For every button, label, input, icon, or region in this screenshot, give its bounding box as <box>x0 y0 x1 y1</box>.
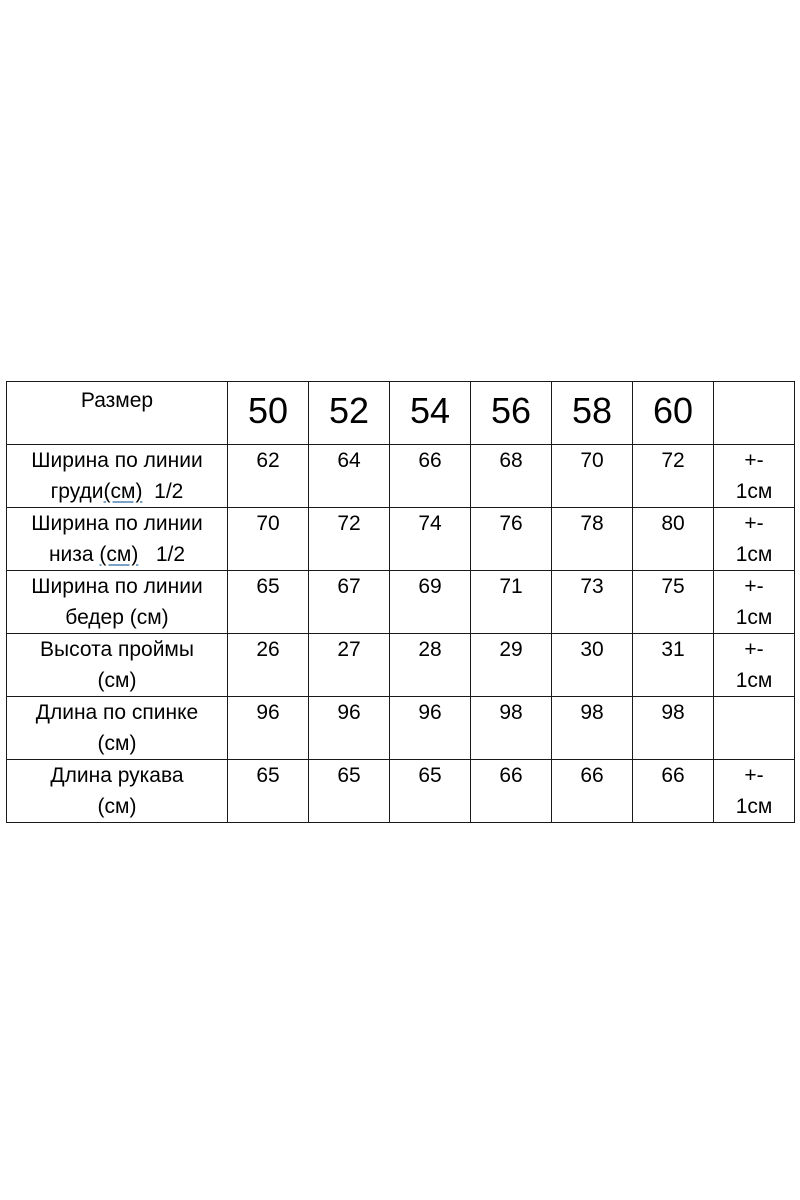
table-cell: 73 <box>552 571 633 634</box>
table-cell: 76 <box>471 508 552 571</box>
row-label: Длина рукава (см) <box>7 760 228 823</box>
row-label: Ширина по линии груди(см) 1/2 <box>7 445 228 508</box>
table-cell: 78 <box>552 508 633 571</box>
table-cell: 74 <box>390 508 471 571</box>
table-row <box>7 571 795 634</box>
size-50: 50 <box>228 382 309 445</box>
table-row <box>7 634 795 697</box>
table-cell: 80 <box>633 508 714 571</box>
table-cell: 66 <box>552 760 633 823</box>
table-cell: 65 <box>228 571 309 634</box>
row-label: Высота проймы (см) <box>7 634 228 697</box>
tolerance-cell <box>714 697 795 760</box>
table-cell: 96 <box>390 697 471 760</box>
table-cell: 65 <box>309 760 390 823</box>
tolerance-cell: +- 1см <box>714 760 795 823</box>
table-cell: 98 <box>633 697 714 760</box>
tolerance-cell: +- 1см <box>714 508 795 571</box>
table-cell: 30 <box>552 634 633 697</box>
table-cell: 62 <box>228 445 309 508</box>
table-cell: 75 <box>633 571 714 634</box>
table-header-row <box>7 382 795 445</box>
size-52: 52 <box>309 382 390 445</box>
row-label: Длина по спинке (см) <box>7 697 228 760</box>
table-cell: 69 <box>390 571 471 634</box>
table-cell: 96 <box>309 697 390 760</box>
table-cell: 64 <box>309 445 390 508</box>
table-cell: 26 <box>228 634 309 697</box>
table-cell: 70 <box>552 445 633 508</box>
table-cell: 98 <box>552 697 633 760</box>
table-cell: 71 <box>471 571 552 634</box>
size-60: 60 <box>633 382 714 445</box>
tolerance-cell: +- 1см <box>714 634 795 697</box>
table-cell: 66 <box>471 760 552 823</box>
size-56: 56 <box>471 382 552 445</box>
table-cell: 65 <box>228 760 309 823</box>
table-cell: 65 <box>390 760 471 823</box>
size-54: 54 <box>390 382 471 445</box>
table-cell: 66 <box>633 760 714 823</box>
table-cell: 72 <box>633 445 714 508</box>
table-cell: 70 <box>228 508 309 571</box>
table-cell: 66 <box>390 445 471 508</box>
table-row <box>7 697 795 760</box>
table-cell: 31 <box>633 634 714 697</box>
header-size-label: Размер <box>7 382 228 445</box>
table-cell: 72 <box>309 508 390 571</box>
table-row <box>7 445 795 508</box>
table-row <box>7 760 795 823</box>
size-58: 58 <box>552 382 633 445</box>
row-label: Ширина по линии бедер (см) <box>7 571 228 634</box>
table-cell: 27 <box>309 634 390 697</box>
tolerance-cell: +- 1см <box>714 445 795 508</box>
table-cell: 67 <box>309 571 390 634</box>
table-cell: 29 <box>471 634 552 697</box>
header-tolerance-cell <box>714 382 795 445</box>
table-row <box>7 508 795 571</box>
size-chart-table <box>6 381 795 823</box>
table-cell: 68 <box>471 445 552 508</box>
row-label: Ширина по линии низа (см) 1/2 <box>7 508 228 571</box>
table-cell: 28 <box>390 634 471 697</box>
table-cell: 96 <box>228 697 309 760</box>
tolerance-cell: +- 1см <box>714 571 795 634</box>
table-cell: 98 <box>471 697 552 760</box>
